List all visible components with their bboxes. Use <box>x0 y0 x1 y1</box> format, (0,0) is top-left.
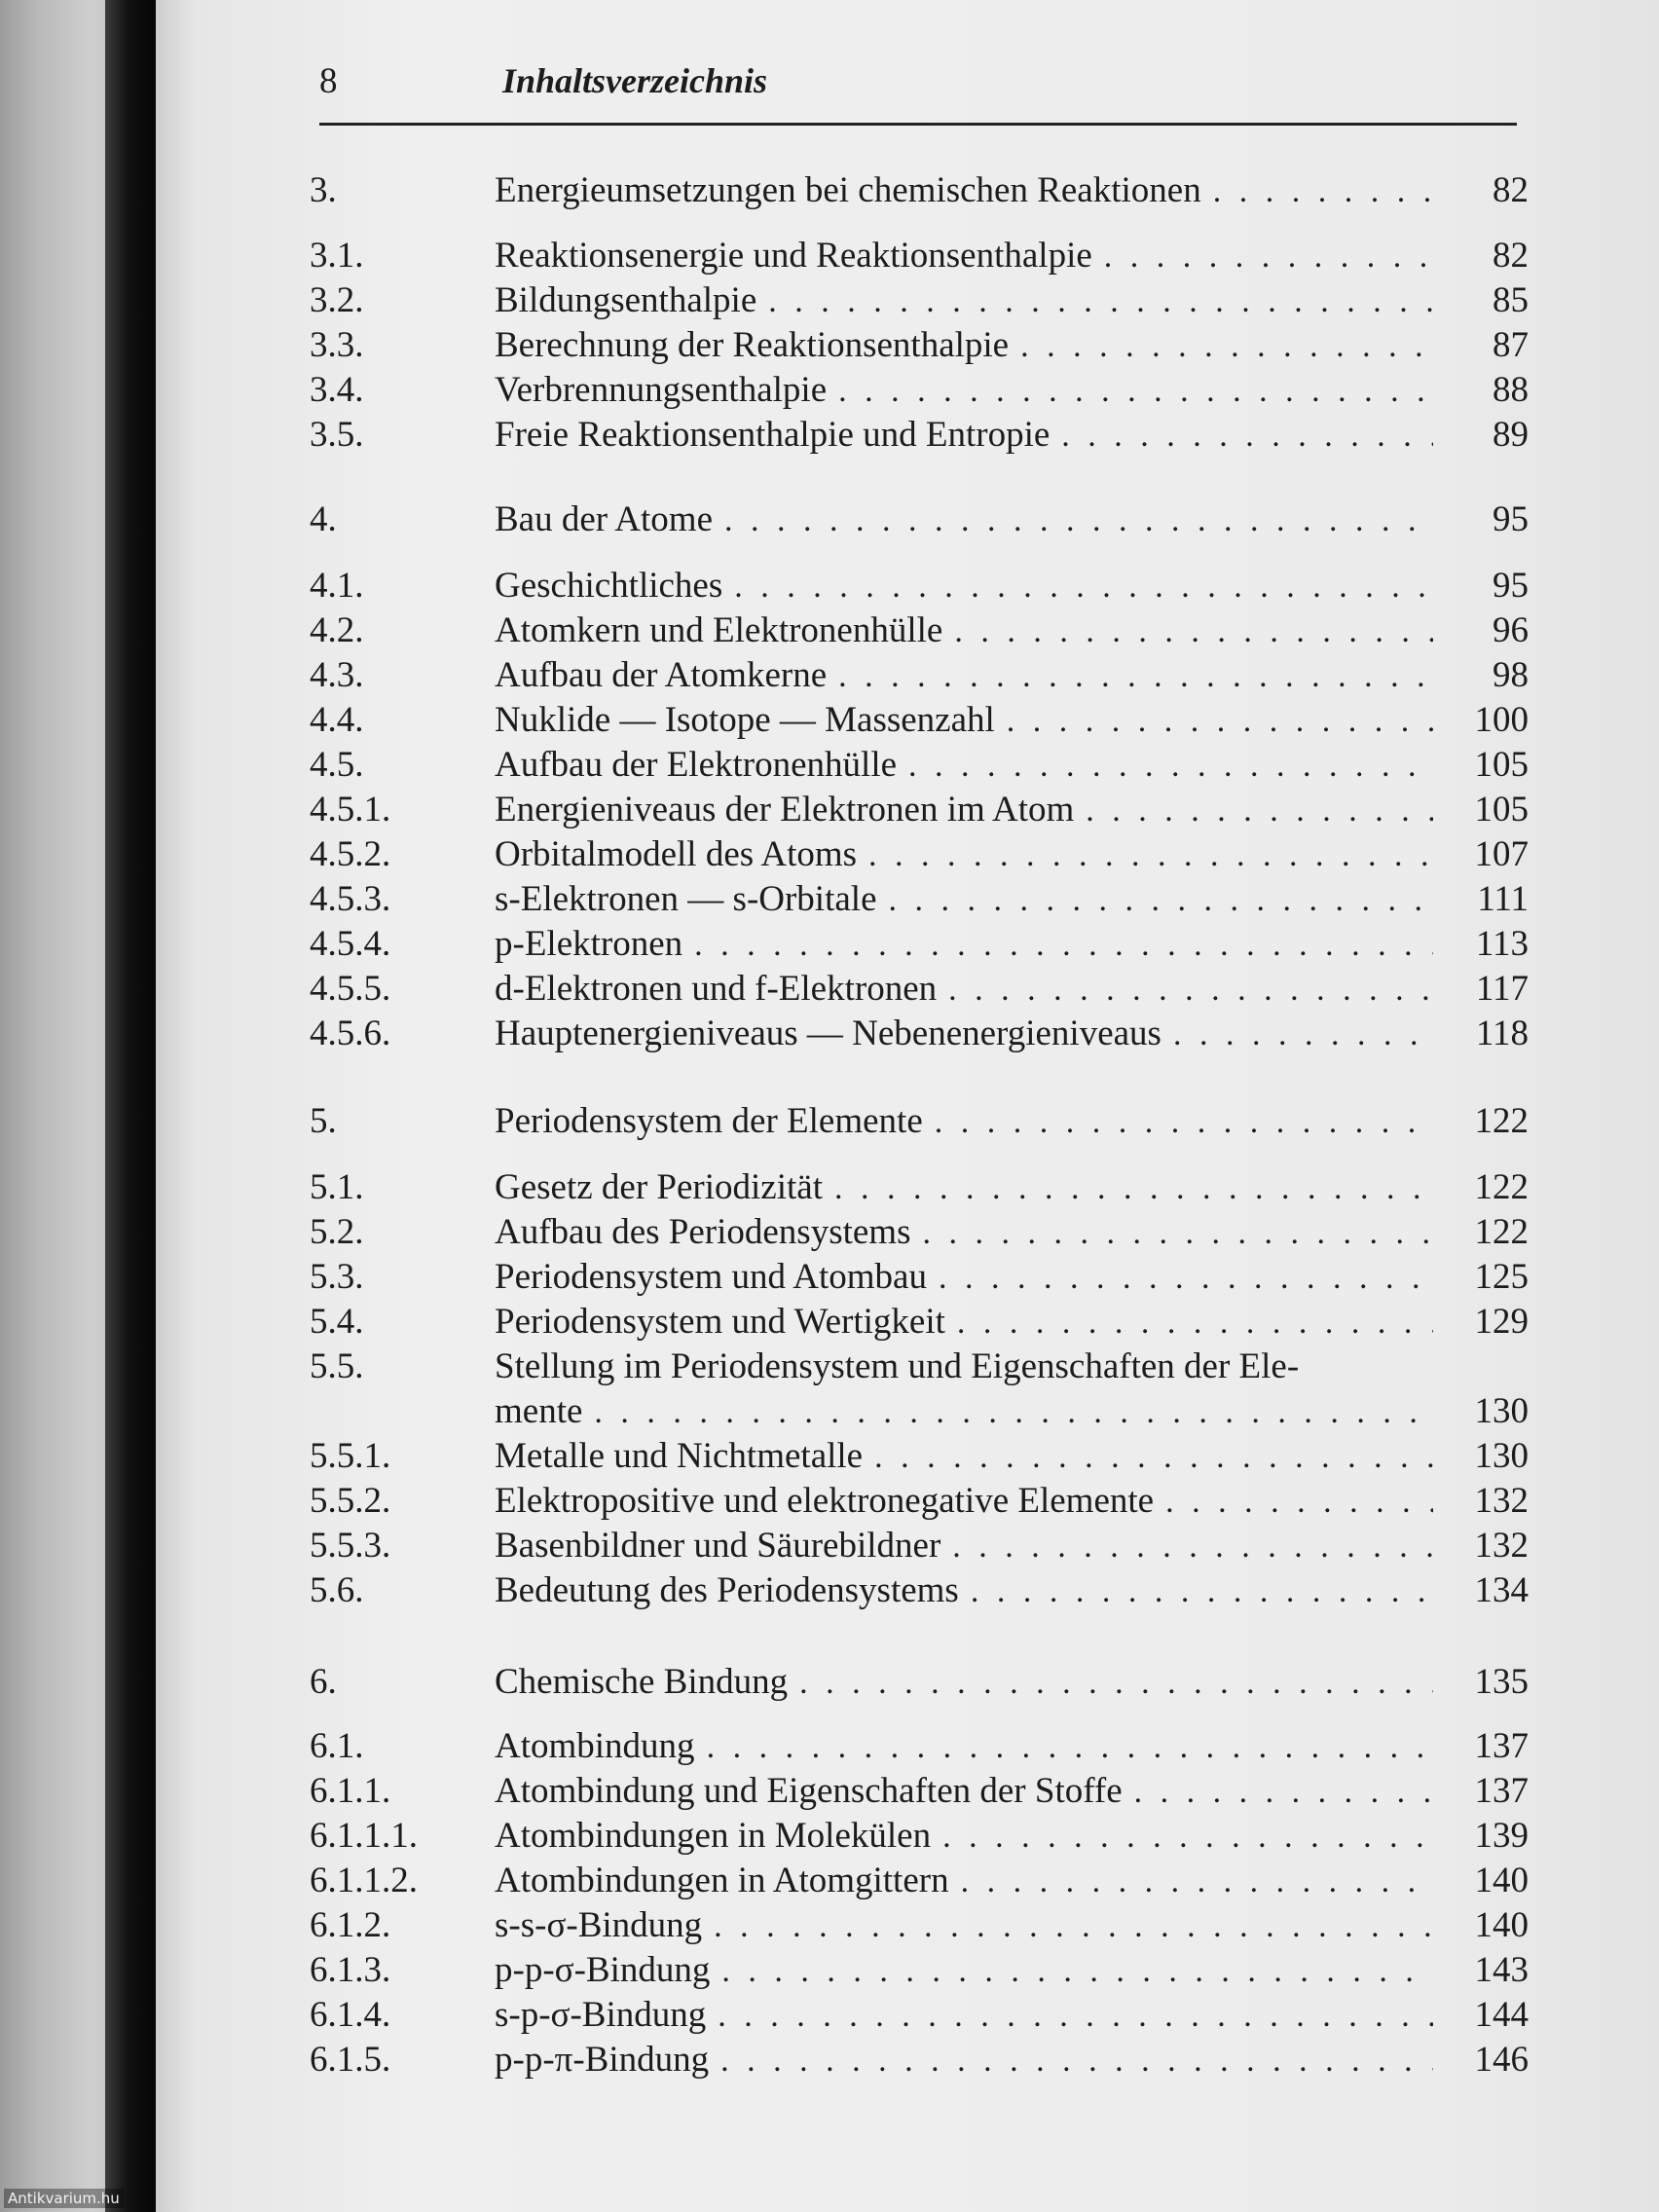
section-number: 3. <box>310 170 337 210</box>
page-ref: 122 <box>1474 1167 1529 1207</box>
toc-entry <box>302 169 1529 218</box>
toc-entry <box>302 1013 1529 1061</box>
section-number: 4.5.5. <box>310 969 391 1009</box>
leader-dots <box>838 655 1433 698</box>
toc-entry <box>302 1949 1529 1998</box>
leader-dots <box>714 1905 1433 1948</box>
section-number: 4.1. <box>310 566 364 606</box>
section-title: d-Elektronen und f-Elektronen <box>495 969 938 1009</box>
toc-entry <box>302 1661 1529 1710</box>
section-title: Hauptenergieniveaus — Nebenenergieniveaus <box>495 1014 1161 1053</box>
page-ref: 135 <box>1474 1662 1529 1702</box>
toc-entry <box>302 235 1529 283</box>
toc-entry <box>302 1770 1529 1819</box>
page-ref: 146 <box>1474 2040 1529 2080</box>
page-ref: 111 <box>1477 879 1529 919</box>
toc-entry <box>302 609 1529 658</box>
leader-dots <box>923 1212 1434 1255</box>
leader-dots <box>1086 790 1433 832</box>
leader-dots <box>889 879 1434 922</box>
toc-entry <box>302 1815 1529 1863</box>
toc-entry <box>302 1569 1529 1618</box>
section-title: Energieniveaus der Elektronen im Atom <box>495 790 1075 830</box>
toc-entry <box>302 1346 1529 1394</box>
section-number: 4. <box>310 499 337 539</box>
section-number: 3.3. <box>310 325 364 365</box>
page-ref: 89 <box>1493 415 1529 455</box>
section-title: Gesetz der Periodizität <box>495 1167 823 1207</box>
section-title: s-p-σ-Bindung <box>495 1995 707 2035</box>
section-number: 5. <box>310 1101 337 1141</box>
section-number: 4.5. <box>310 745 364 785</box>
page-header <box>319 55 1517 126</box>
leader-dots <box>721 1950 1433 1993</box>
section-title: Bedeutung des Periodensystems <box>495 1570 959 1610</box>
leader-dots <box>1213 170 1433 213</box>
page-number: 8 <box>319 61 338 101</box>
section-title: Aufbau des Periodensystems <box>495 1212 911 1252</box>
leader-dots <box>1007 700 1433 743</box>
section-number: 4.5.4. <box>310 924 391 964</box>
toc-entry <box>302 565 1529 613</box>
section-number: 6.1.1. <box>310 1771 391 1811</box>
toc-entry <box>302 654 1529 703</box>
page-ref: 137 <box>1474 1726 1529 1766</box>
section-title: Periodensystem der Elemente <box>495 1101 923 1141</box>
leader-dots <box>594 1391 1433 1434</box>
toc-entry <box>302 2039 1529 2087</box>
toc-entry <box>302 324 1529 373</box>
toc-entry <box>302 1301 1529 1349</box>
section-title: Bau der Atome <box>495 499 714 539</box>
section-number: 4.4. <box>310 700 364 740</box>
page-ref: 122 <box>1474 1101 1529 1141</box>
toc-entry <box>302 1525 1529 1573</box>
leader-dots <box>1165 1481 1433 1524</box>
page-ref: 143 <box>1474 1950 1529 1990</box>
section-number: 4.3. <box>310 655 364 695</box>
toc-entry <box>302 1994 1529 2043</box>
section-number: 5.3. <box>310 1257 364 1297</box>
toc-entry <box>302 1860 1529 1908</box>
section-title: Atombindungen in Atomgittern <box>495 1861 949 1900</box>
leader-dots <box>1061 415 1433 458</box>
page-ref: 100 <box>1474 700 1529 740</box>
leader-dots <box>718 1995 1433 2038</box>
leader-dots <box>720 2040 1433 2083</box>
page-ref: 130 <box>1474 1436 1529 1476</box>
page-ref: 87 <box>1493 325 1529 365</box>
section-title: Nuklide — Isotope — Massenzahl <box>495 700 995 740</box>
section-title: Bildungsenthalpie <box>495 280 757 320</box>
section-number: 3.4. <box>310 370 364 410</box>
section-number: 5.5. <box>310 1346 364 1386</box>
running-title: Inhaltsverzeichnis <box>502 61 768 100</box>
section-title: Atombindungen in Molekülen <box>495 1816 932 1856</box>
leader-dots <box>1134 1771 1433 1814</box>
page-ref: 105 <box>1474 745 1529 785</box>
section-title: Periodensystem und Atombau <box>495 1257 927 1297</box>
page-ref: 129 <box>1474 1302 1529 1342</box>
section-title: Metalle und Nichtmetalle <box>495 1436 864 1476</box>
section-title: p-p-σ-Bindung <box>495 1950 711 1990</box>
toc-entry <box>302 968 1529 1016</box>
section-number: 4.5.2. <box>310 834 391 874</box>
page-ref: 96 <box>1493 610 1529 650</box>
section-title: Elektropositive und elektronegative Elemente <box>495 1481 1155 1521</box>
toc-entry <box>302 833 1529 882</box>
toc-entry <box>302 1256 1529 1305</box>
page-ref: 105 <box>1474 790 1529 830</box>
section-number: 6.1. <box>310 1726 364 1766</box>
section-title: Verbrennungsenthalpie <box>495 370 828 410</box>
section-title-continuation: mente <box>495 1391 583 1431</box>
section-title: s-s-σ-Bindung <box>495 1905 703 1945</box>
leader-dots <box>1173 1014 1433 1056</box>
page-ref: 95 <box>1493 499 1529 539</box>
section-number: 3.5. <box>310 415 364 455</box>
section-number: 4.5.6. <box>310 1014 391 1053</box>
section-number: 5.1. <box>310 1167 364 1207</box>
page-ref: 140 <box>1474 1861 1529 1900</box>
section-number: 6.1.2. <box>310 1905 391 1945</box>
page-ref: 122 <box>1474 1212 1529 1252</box>
leader-dots <box>1020 325 1433 368</box>
section-title: Aufbau der Elektronenhülle <box>495 745 898 785</box>
section-title: Basenbildner und Säurebildner <box>495 1526 941 1566</box>
page-ref: 140 <box>1474 1905 1529 1945</box>
section-number: 6.1.4. <box>310 1995 391 2035</box>
toc-entry <box>302 279 1529 328</box>
leader-dots <box>799 1662 1433 1705</box>
toc-entry <box>302 878 1529 927</box>
leader-dots <box>908 745 1433 788</box>
section-number: 6.1.1.2. <box>310 1861 418 1900</box>
section-title: p-p-π-Bindung <box>495 2040 710 2080</box>
section-title: Freie Reaktionsenthalpie und Entropie <box>495 415 1051 455</box>
page-ref: 132 <box>1474 1481 1529 1521</box>
section-title: Stellung im Periodensystem und Eigenschaften der Ele- <box>495 1346 1300 1386</box>
section-title: Chemische Bindung <box>495 1662 789 1702</box>
section-number: 4.2. <box>310 610 364 650</box>
page-ref: 88 <box>1493 370 1529 410</box>
toc-entry <box>302 789 1529 837</box>
page-ref: 144 <box>1474 1995 1529 2035</box>
leader-dots <box>952 1526 1433 1568</box>
section-number: 4.5.3. <box>310 879 391 919</box>
section-title: Atombindung und Eigenschaften der Stoffe <box>495 1771 1123 1811</box>
section-number: 6.1.5. <box>310 2040 391 2080</box>
leader-dots <box>1104 236 1433 278</box>
leader-dots <box>724 499 1433 542</box>
toc-entry <box>302 1211 1529 1260</box>
page-ref: 125 <box>1474 1257 1529 1297</box>
leader-dots <box>935 1101 1433 1144</box>
leader-dots <box>942 1816 1433 1859</box>
section-number: 6. <box>310 1662 337 1702</box>
page-ref: 137 <box>1474 1771 1529 1811</box>
page-ref: 98 <box>1493 655 1529 695</box>
section-title: p-Elektronen <box>495 924 683 964</box>
toc-entry <box>302 369 1529 418</box>
page-ref: 95 <box>1493 566 1529 606</box>
page-ref: 118 <box>1475 1014 1529 1053</box>
leader-dots <box>768 280 1433 323</box>
page-ref: 117 <box>1475 969 1529 1009</box>
page-ref: 85 <box>1493 280 1529 320</box>
watermark: Antikvarium.hu <box>4 2189 124 2208</box>
leader-dots <box>948 969 1433 1012</box>
toc-entry <box>302 1904 1529 1953</box>
page-ref: 132 <box>1474 1526 1529 1566</box>
section-number: 6.1.3. <box>310 1950 391 1990</box>
section-title: Aufbau der Atomkerne <box>495 655 828 695</box>
section-title: Orbitalmodell des Atoms <box>495 834 858 874</box>
toc-entry <box>302 1480 1529 1529</box>
leader-dots <box>954 610 1433 653</box>
toc-entry <box>302 498 1529 547</box>
page-ref: 134 <box>1474 1570 1529 1610</box>
leader-dots <box>694 924 1433 967</box>
leader-dots <box>838 370 1433 413</box>
leader-dots <box>957 1302 1433 1345</box>
leader-dots <box>971 1570 1433 1613</box>
section-title: s-Elektronen — s-Orbitale <box>495 879 877 919</box>
leader-dots <box>868 834 1433 877</box>
section-title: Periodensystem und Wertigkeit <box>495 1302 945 1342</box>
section-title: Geschichtliches <box>495 566 723 606</box>
section-number: 5.6. <box>310 1570 364 1610</box>
section-number: 6.1.1.1. <box>310 1816 418 1856</box>
section-title: Atomkern und Elektronenhülle <box>495 610 943 650</box>
section-number: 5.5.2. <box>310 1481 391 1521</box>
toc-entry <box>302 1725 1529 1774</box>
toc-entry <box>302 1390 1529 1439</box>
leader-dots <box>734 566 1433 608</box>
section-number: 5.5.3. <box>310 1526 391 1566</box>
leader-dots <box>939 1257 1433 1300</box>
section-number: 5.2. <box>310 1212 364 1252</box>
toc-entry <box>302 1435 1529 1484</box>
leader-dots <box>834 1167 1433 1210</box>
section-title: Reaktionsenergie und Reaktionsenthalpie <box>495 236 1092 276</box>
toc-entry <box>302 1166 1529 1215</box>
leader-dots <box>961 1861 1433 1903</box>
toc-entry <box>302 744 1529 793</box>
page-ref: 139 <box>1474 1816 1529 1856</box>
toc-entry <box>302 1100 1529 1149</box>
section-title: Atombindung <box>495 1726 695 1766</box>
leader-dots <box>707 1726 1433 1769</box>
section-number: 5.4. <box>310 1302 364 1342</box>
page-ref: 113 <box>1475 924 1529 964</box>
book-spine <box>105 0 156 2212</box>
section-title: Energieumsetzungen bei chemischen Reaktionen <box>495 170 1201 210</box>
toc-entry <box>302 699 1529 748</box>
section-title: Berechnung der Reaktionsenthalpie <box>495 325 1010 365</box>
toc-entry <box>302 923 1529 972</box>
page-ref: 107 <box>1474 834 1529 874</box>
section-number: 3.1. <box>310 236 364 276</box>
section-number: 4.5.1. <box>310 790 391 830</box>
section-number: 3.2. <box>310 280 364 320</box>
page-ref: 82 <box>1493 236 1529 276</box>
page-ref: 130 <box>1474 1391 1529 1431</box>
section-number: 5.5.1. <box>310 1436 391 1476</box>
page-ref: 82 <box>1493 170 1529 210</box>
toc-entry <box>302 414 1529 462</box>
leader-dots <box>874 1436 1433 1479</box>
